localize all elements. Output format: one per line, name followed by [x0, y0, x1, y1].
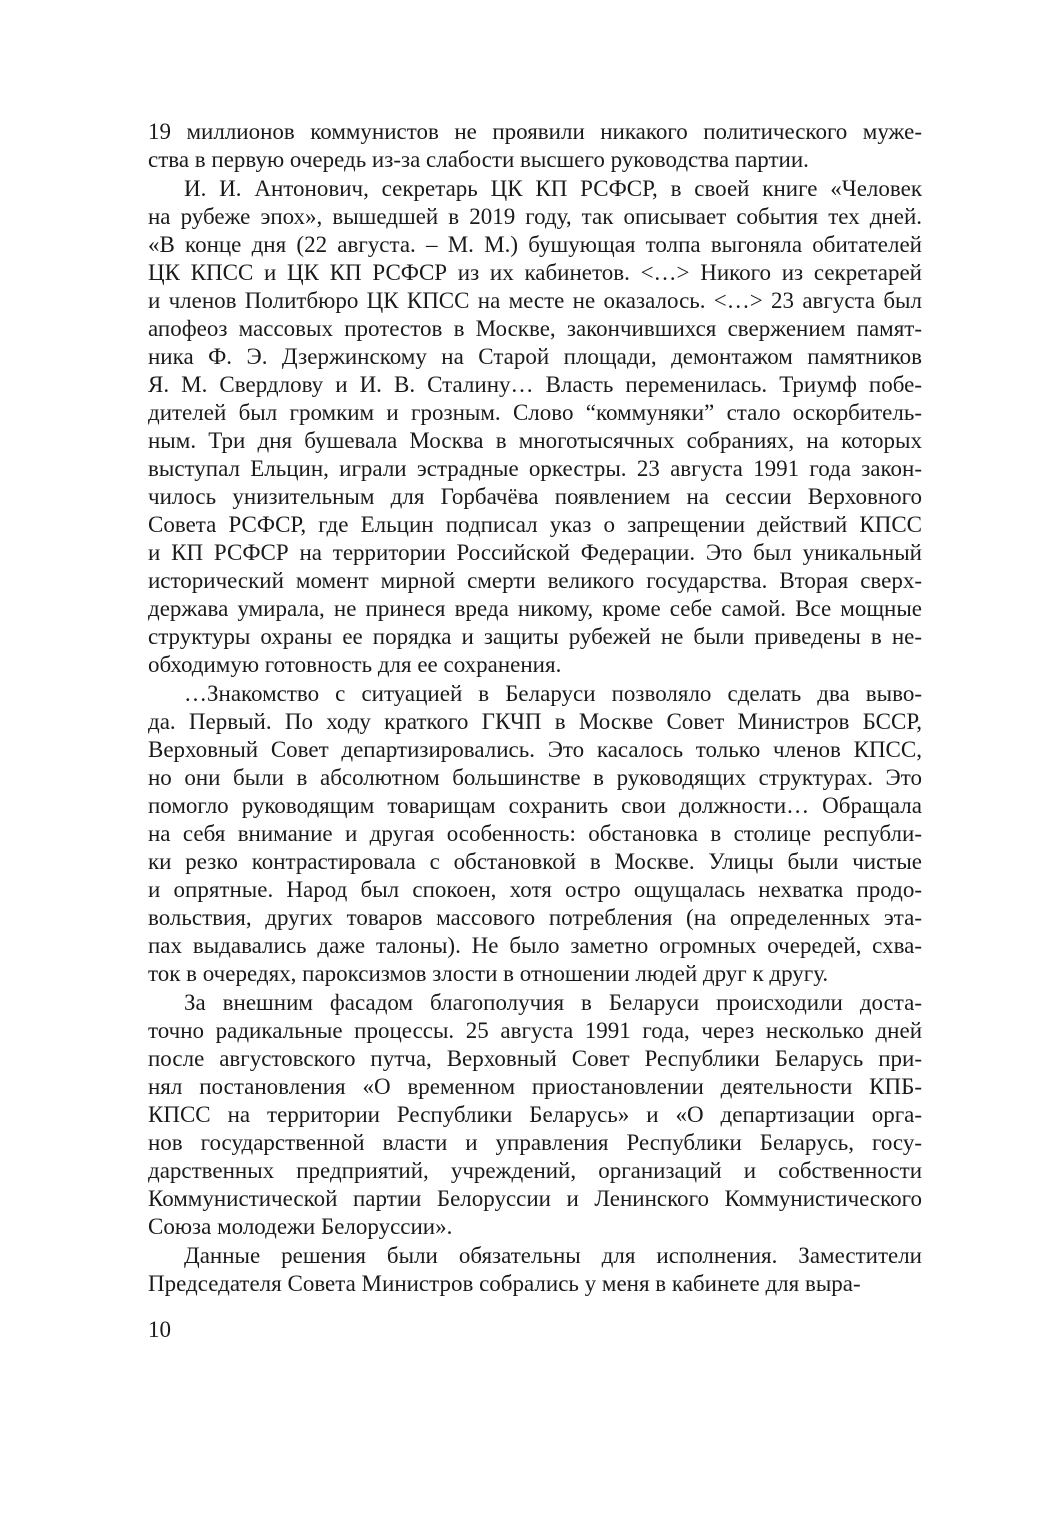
text-line: «В конце дня (22 августа. – М. М.) бушующая толпа выгоняла обитателей [148, 232, 922, 257]
text-line: и КП РСФСР на территории Российской Федерации. Это был уникальный [148, 540, 922, 565]
text-line: нял постановления «О временном приостановлении деятельности КПБ- [148, 1074, 922, 1099]
text-line: обходимую готовность для ее сохранения. [148, 652, 562, 677]
page-number: 10 [148, 1317, 171, 1342]
paragraph [148, 175, 922, 679]
text-line: Председателя Совета Министров собрались у меня в кабинете для выра- [148, 1271, 861, 1296]
text-line: и членов Политбюро ЦК КПСС на месте не оказалось. <…> 23 августа был [148, 288, 922, 313]
text-line: точно радикальные процессы. 25 августа 1991 года, через несколько дней [148, 1018, 922, 1043]
paragraph [148, 680, 922, 988]
text-line: дителей был громким и грозным. Слово “коммуняки” стало оскорбитель- [148, 400, 922, 425]
paragraph [148, 989, 922, 1241]
text-line: Совета РСФСР, где Ельцин подписал указ о запрещении действий КПСС [148, 512, 922, 537]
text-line: дарственных предприятий, учреждений, организаций и собственности [148, 1158, 922, 1183]
text-line: КПСС на территории Республики Беларусь» и «О департизации орга- [148, 1102, 922, 1127]
text-line: За внешним фасадом благополучия в Беларуси происходили доста- [184, 990, 922, 1015]
text-line: и опрятные. Народ был спокоен, хотя остро ощущалась нехватка продо- [148, 877, 922, 902]
text-line: ток в очередях, пароксизмов злости в отношении людей друг к другу. [148, 961, 829, 986]
text-line: Верховный Совет департизировались. Это касалось только членов КПСС, [148, 737, 922, 762]
text-line: ника Ф. Э. Дзержинскому на Старой площади, демонтажом памятников [148, 344, 922, 369]
text-line: нов государственной власти и управления Республики Беларусь, госу- [148, 1130, 922, 1155]
text-line: Данные решения были обязательны для исполнения. Заместители [184, 1243, 922, 1268]
text-line: да. Первый. По ходу краткого ГКЧП в Москве Совет Министров БССР, [148, 709, 922, 734]
text-line: Союза молодежи Белоруссии». [148, 1214, 453, 1239]
text-line: 19 миллионов коммунистов не проявили никакого политического муже- [148, 119, 922, 144]
paragraph [148, 1242, 922, 1298]
text-line: Я. М. Свердлову и И. В. Сталину… Власть переменилась. Триумф побе- [148, 372, 922, 397]
text-line: апофеоз массовых протестов в Москве, закончившихся свержением памят- [148, 316, 922, 341]
text-line: И. И. Антонович, секретарь ЦК КП РСФСР, в своей книге «Человек [184, 176, 922, 201]
text-line: после августовского путча, Верховный Совет Республики Беларусь при- [148, 1046, 922, 1071]
text-line: ства в первую очередь из-за слабости высшего руководства партии. [148, 147, 809, 172]
text-line: исторический момент мирной смерти великого государства. Вторая сверх- [148, 568, 922, 593]
text-line: ным. Три дня бушевала Москва в многотысячных собраниях, на которых [148, 428, 922, 453]
text-line: …Знакомство с ситуацией в Беларуси позволяло сделать два выво- [184, 681, 922, 706]
paragraph [148, 118, 922, 174]
text-line: ки резко контрастировала с обстановкой в Москве. Улицы были чистые [148, 849, 922, 874]
text-line: ЦК КПСС и ЦК КП РСФСР из их кабинетов. <…> Никого из секретарей [148, 260, 922, 285]
text-line: на рубеже эпох», вышедшей в 2019 году, так описывает события тех дней. [148, 204, 922, 229]
text-line: но они были в абсолютном большинстве в руководящих структурах. Это [148, 765, 922, 790]
text-line: вольствия, других товаров массового потребления (на определенных эта- [148, 905, 922, 930]
text-line: помогло руководящим товарищам сохранить свои должности… Обращала [148, 793, 922, 818]
page-body [148, 118, 922, 1299]
text-line: структуры охраны ее порядка и защиты рубежей не были приведены в не- [148, 624, 922, 649]
text-line: выступал Ельцин, играли эстрадные оркестры. 23 августа 1991 года закон- [148, 456, 922, 481]
text-line: чилось унизительным для Горбачёва появлением на сессии Верховного [148, 484, 922, 509]
text-line: пах выдавались даже талоны). Не было заметно огромных очередей, схва- [148, 933, 922, 958]
text-line: Коммунистической партии Белоруссии и Ленинского Коммунистического [148, 1186, 922, 1211]
text-line: держава умирала, не принеся вреда никому, кроме себе самой. Все мощные [148, 596, 922, 621]
text-line: на себя внимание и другая особенность: обстановка в столице республи- [148, 821, 922, 846]
